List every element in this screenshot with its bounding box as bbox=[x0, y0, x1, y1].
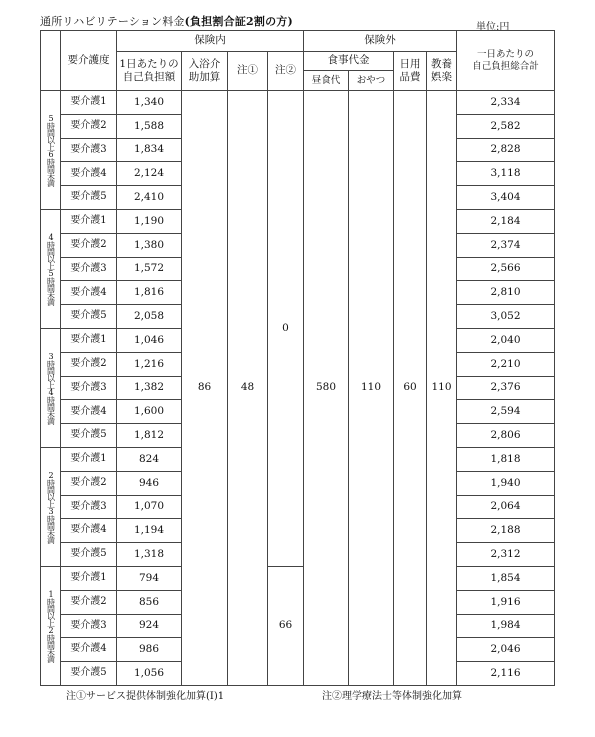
header-recreation: 教養 娯楽 bbox=[427, 52, 457, 91]
care-level-cell: 要介護5 bbox=[61, 186, 117, 210]
time-band-label: 2時間以上3時間未満 bbox=[41, 447, 61, 566]
header-meal-cost: 食事代金 bbox=[304, 52, 394, 71]
care-level-cell: 要介護1 bbox=[61, 447, 117, 471]
total-cell: 2,210 bbox=[457, 352, 555, 376]
daily-self-pay-cell: 1,216 bbox=[117, 352, 182, 376]
daily-self-pay-cell: 1,340 bbox=[117, 91, 182, 115]
page-title: 通所リハビリテーション料金(負担割合証2割の方) bbox=[40, 15, 293, 28]
daily-self-pay-cell: 824 bbox=[117, 447, 182, 471]
header-bath: 入浴介 助加算 bbox=[182, 52, 228, 91]
total-cell: 2,566 bbox=[457, 257, 555, 281]
header-note1: 注① bbox=[228, 52, 268, 91]
care-level-cell: 要介護1 bbox=[61, 209, 117, 233]
bath-value: 86 bbox=[182, 91, 228, 686]
note2-lower-value: 66 bbox=[268, 566, 304, 685]
total-cell: 2,064 bbox=[457, 495, 555, 519]
total-cell: 3,404 bbox=[457, 186, 555, 210]
daily-self-pay-cell: 2,058 bbox=[117, 305, 182, 329]
time-band-label: 1時間以上2時間未満 bbox=[41, 566, 61, 685]
snack-value: 110 bbox=[349, 91, 394, 686]
care-level-cell: 要介護5 bbox=[61, 305, 117, 329]
daily-self-pay-cell: 1,812 bbox=[117, 424, 182, 448]
daily-self-pay-cell: 924 bbox=[117, 614, 182, 638]
total-cell: 1,984 bbox=[457, 614, 555, 638]
care-level-cell: 要介護2 bbox=[61, 352, 117, 376]
daily-self-pay-cell: 1,046 bbox=[117, 328, 182, 352]
header-blank bbox=[41, 31, 61, 91]
daily-self-pay-cell: 1,572 bbox=[117, 257, 182, 281]
care-level-cell: 要介護1 bbox=[61, 91, 117, 115]
daily-self-pay-cell: 1,190 bbox=[117, 209, 182, 233]
total-cell: 2,334 bbox=[457, 91, 555, 115]
daily-self-pay-cell: 1,816 bbox=[117, 281, 182, 305]
daily-self-pay-cell: 856 bbox=[117, 590, 182, 614]
daily-self-pay-cell: 2,124 bbox=[117, 162, 182, 186]
header-daily-self-pay: 1日あたりの 自己負担額 bbox=[117, 52, 182, 91]
header-daily-goods: 日用 品費 bbox=[394, 52, 427, 91]
total-cell: 2,374 bbox=[457, 233, 555, 257]
care-level-cell: 要介護1 bbox=[61, 328, 117, 352]
care-level-cell: 要介護4 bbox=[61, 519, 117, 543]
daily-self-pay-cell: 794 bbox=[117, 566, 182, 590]
header-care-level: 要介護度 bbox=[61, 31, 117, 91]
total-cell: 2,116 bbox=[457, 662, 555, 686]
care-level-cell: 要介護5 bbox=[61, 543, 117, 567]
unit-label: 単位:円 bbox=[476, 22, 510, 33]
daily-self-pay-cell: 1,834 bbox=[117, 138, 182, 162]
total-cell: 2,312 bbox=[457, 543, 555, 567]
total-cell: 2,040 bbox=[457, 328, 555, 352]
care-level-cell: 要介護5 bbox=[61, 424, 117, 448]
time-band-label: 3時間以上4時間未満 bbox=[41, 328, 61, 447]
fee-table bbox=[40, 30, 555, 686]
footnote-1: 注①サービス提供体制強化加算(Ⅰ)1 bbox=[66, 691, 225, 702]
care-level-cell: 要介護2 bbox=[61, 590, 117, 614]
daily-self-pay-cell: 1,600 bbox=[117, 400, 182, 424]
time-band-label: 5時間以上6時間未満 bbox=[41, 91, 61, 210]
care-level-cell: 要介護1 bbox=[61, 566, 117, 590]
footnote-2: 注②理学療法士等体制強化加算 bbox=[322, 691, 462, 702]
care-level-cell: 要介護3 bbox=[61, 257, 117, 281]
total-cell: 2,806 bbox=[457, 424, 555, 448]
header-total: 一日あたりの 自己負担総合計 bbox=[457, 31, 555, 91]
total-cell: 2,376 bbox=[457, 376, 555, 400]
total-cell: 2,594 bbox=[457, 400, 555, 424]
daily-self-pay-cell: 1,070 bbox=[117, 495, 182, 519]
daily-self-pay-cell: 1,380 bbox=[117, 233, 182, 257]
care-level-cell: 要介護2 bbox=[61, 114, 117, 138]
total-cell: 1,854 bbox=[457, 566, 555, 590]
daily-self-pay-cell: 1,194 bbox=[117, 519, 182, 543]
care-level-cell: 要介護2 bbox=[61, 233, 117, 257]
care-level-cell: 要介護2 bbox=[61, 471, 117, 495]
care-level-cell: 要介護4 bbox=[61, 400, 117, 424]
total-cell: 1,818 bbox=[457, 447, 555, 471]
total-cell: 1,940 bbox=[457, 471, 555, 495]
care-level-cell: 要介護3 bbox=[61, 138, 117, 162]
care-level-cell: 要介護3 bbox=[61, 614, 117, 638]
care-level-cell: 要介護3 bbox=[61, 495, 117, 519]
care-level-cell: 要介護4 bbox=[61, 281, 117, 305]
daily-self-pay-cell: 1,588 bbox=[117, 114, 182, 138]
header-snack: おやつ bbox=[349, 71, 394, 91]
daily-self-pay-cell: 1,056 bbox=[117, 662, 182, 686]
daily-self-pay-cell: 1,318 bbox=[117, 543, 182, 567]
total-cell: 2,184 bbox=[457, 209, 555, 233]
header-lunch: 昼食代 bbox=[304, 71, 349, 91]
header-note2: 注② bbox=[268, 52, 304, 91]
daily-goods-value: 60 bbox=[394, 91, 427, 686]
total-cell: 3,052 bbox=[457, 305, 555, 329]
daily-self-pay-cell: 2,410 bbox=[117, 186, 182, 210]
header-insured: 保険内 bbox=[117, 31, 304, 52]
time-band-label: 4時間以上5時間未満 bbox=[41, 209, 61, 328]
care-level-cell: 要介護4 bbox=[61, 162, 117, 186]
total-cell: 2,188 bbox=[457, 519, 555, 543]
total-cell: 3,118 bbox=[457, 162, 555, 186]
total-cell: 2,828 bbox=[457, 138, 555, 162]
header-uninsured: 保険外 bbox=[304, 31, 457, 52]
care-level-cell: 要介護4 bbox=[61, 638, 117, 662]
daily-self-pay-cell: 986 bbox=[117, 638, 182, 662]
daily-self-pay-cell: 1,382 bbox=[117, 376, 182, 400]
recreation-value: 110 bbox=[427, 91, 457, 686]
care-level-cell: 要介護5 bbox=[61, 662, 117, 686]
note1-value: 48 bbox=[228, 91, 268, 686]
daily-self-pay-cell: 946 bbox=[117, 471, 182, 495]
care-level-cell: 要介護3 bbox=[61, 376, 117, 400]
total-cell: 2,582 bbox=[457, 114, 555, 138]
note2-upper-value: 0 bbox=[268, 91, 304, 567]
total-cell: 2,046 bbox=[457, 638, 555, 662]
total-cell: 2,810 bbox=[457, 281, 555, 305]
lunch-value: 580 bbox=[304, 91, 349, 686]
total-cell: 1,916 bbox=[457, 590, 555, 614]
